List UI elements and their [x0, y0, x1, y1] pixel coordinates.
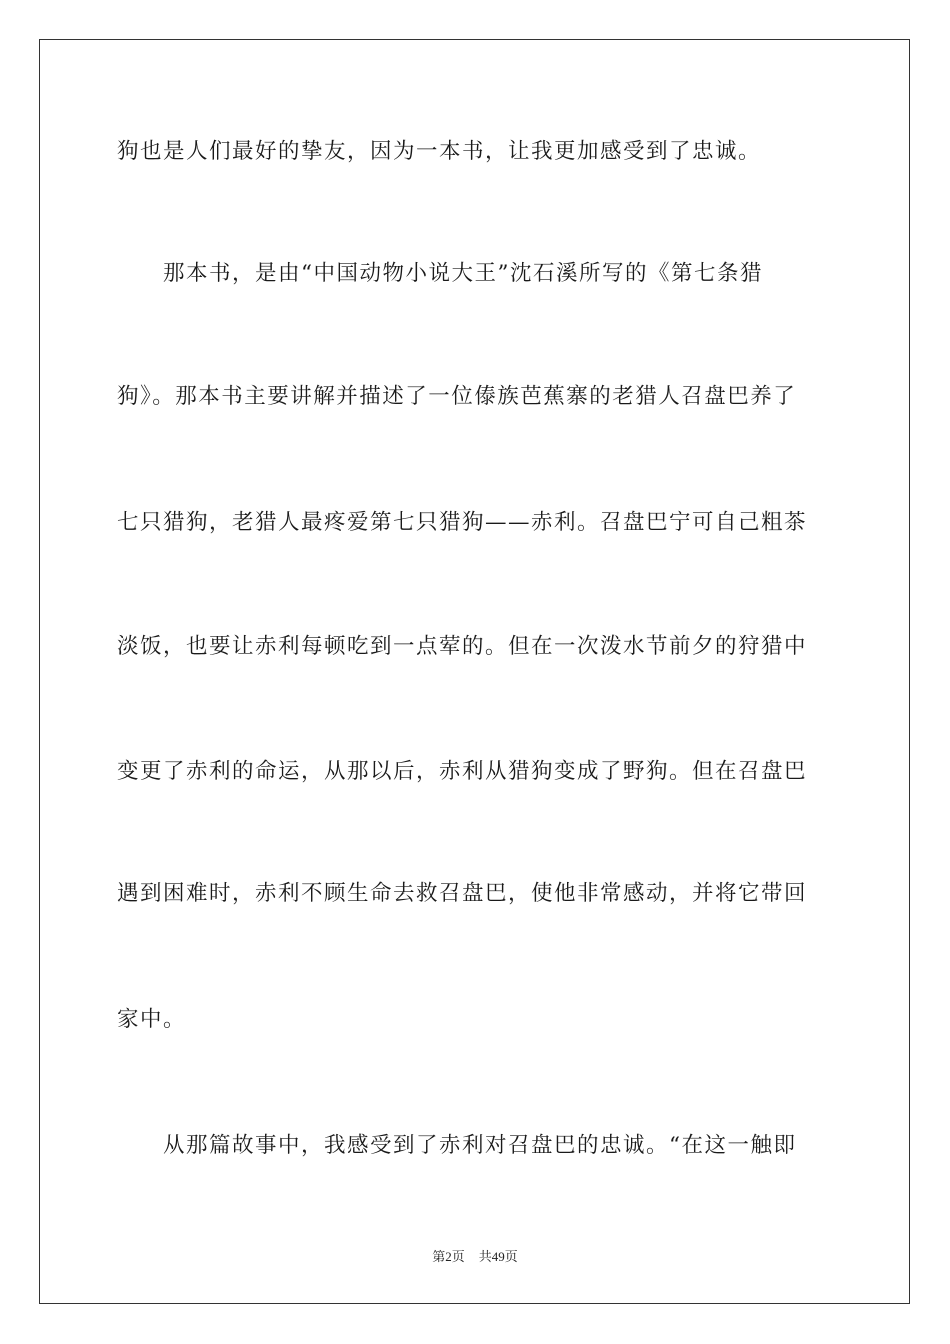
page-total: 共49页	[478, 1249, 518, 1264]
page-footer	[0, 1246, 950, 1265]
text-line: 狗也是人们最好的挚友，因为一本书，让我更加感受到了忠诚。	[117, 139, 762, 164]
text-line: 从那篇故事中，我感受到了赤利对召盘巴的忠诚。“在这一触即	[117, 1133, 797, 1158]
page-number: 第2页	[432, 1249, 465, 1264]
text-line: 淡饭，也要让赤利每顿吃到一点荤的。但在一次泼水节前夕的狩猎中	[117, 634, 808, 659]
page-frame	[39, 39, 910, 1304]
text-line: 那本书，是由“中国动物小说大王”沈石溪所写的《第七条猎	[117, 261, 763, 286]
text-line: 遇到困难时，赤利不顾生命去救召盘巴，使他非常感动，并将它带回	[117, 881, 808, 906]
text-line: 七只猎狗，老猎人最疼爱第七只猎狗——赤利。召盘巴宁可自己粗茶	[117, 510, 808, 535]
text-line: 家中。	[117, 1007, 187, 1032]
text-line: 狗》。那本书主要讲解并描述了一位傣族芭蕉寨的老猎人召盘巴养了	[117, 384, 797, 409]
text-line: 变更了赤利的命运，从那以后，赤利从猎狗变成了野狗。但在召盘巴	[117, 759, 808, 784]
